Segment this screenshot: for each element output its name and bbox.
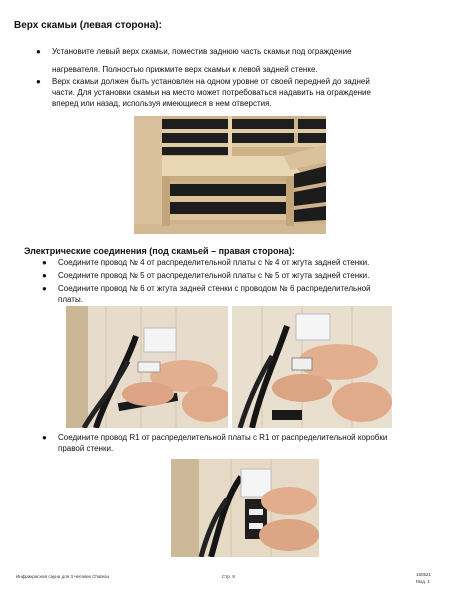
bullet-icon: ● bbox=[42, 271, 47, 280]
bullet-icon: ● bbox=[42, 433, 47, 442]
wiring-photo-right-image bbox=[232, 306, 392, 428]
bench-photo bbox=[134, 116, 326, 234]
bullet-icon: ● bbox=[42, 258, 47, 267]
wiring-photo-r1 bbox=[171, 459, 319, 557]
bench-photo-image bbox=[134, 116, 326, 234]
section-title-electrical: Электрические соединения (под скамьей – правая сторона): bbox=[24, 246, 295, 256]
bullet-icon: ● bbox=[36, 47, 41, 56]
bullet-item: ● Соедините провод № 6 от жгута задней стенки с проводом № 6 распределительной платы. bbox=[42, 284, 371, 304]
bullet-item: ● Соедините провод № 4 от распределительной платы с № 4 от жгута задней стенки. bbox=[42, 258, 370, 267]
bullet-item: ● Соедините провод № 5 от распределительной платы с № 5 от жгута задней стенки. bbox=[42, 271, 370, 280]
footer-revision: Мод. 1 bbox=[416, 579, 430, 584]
wiring-photo-left-image bbox=[66, 306, 228, 428]
wiring-photo-right bbox=[232, 306, 392, 428]
bullet-item: ● Верх скамьи должен быть установлен на одном уровне от своей передней до задней части. Для установки скамьи на место может потребоваться надавить на ограждение вперед или назад, используя имеющиеся в нем отверстия. bbox=[36, 77, 371, 108]
bullet-icon: ● bbox=[36, 77, 41, 86]
bullet-item: ● Соедините провод R1 от распределительной платы с R1 от распределительной коробки правой стенки. bbox=[42, 433, 388, 453]
footer-product-name: Инфракрасная сауна для 3 человек Chateau bbox=[16, 574, 110, 579]
footer-doc-code: 180521 bbox=[416, 572, 432, 577]
footer-page-number: Стр. 8 bbox=[222, 574, 235, 579]
bullet-icon: ● bbox=[42, 284, 47, 293]
wiring-photo-r1-image bbox=[171, 459, 319, 557]
bullet-item: ● Установите левый верх скамьи, поместив заднюю часть скамьи под ограждение нагревателя. Полностью прижмите верх скамьи к левой задней стенке. bbox=[36, 47, 352, 74]
wiring-photo-left bbox=[66, 306, 228, 428]
section-title-bench-top: Верх скамьи (левая сторона): bbox=[14, 20, 162, 31]
